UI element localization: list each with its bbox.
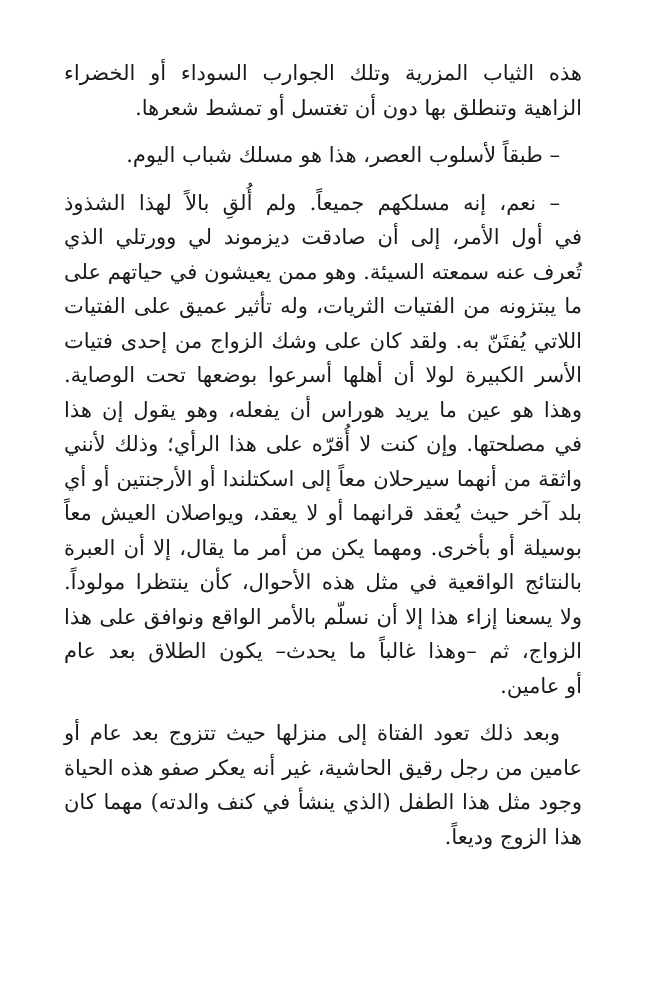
text-line: – نعم، إنه مسلكهم جميعاً. ولم أُلقِ بالاً لهذا الشذوذ bbox=[64, 190, 560, 215]
text-line: ما يبتزونه من الفتيات الثريات، وله تأثير عميق على الفتيات bbox=[64, 294, 582, 318]
text-line: الأسر الكبيرة لولا أن أهلها أسرعوا بوضعها تحت الوصاية. bbox=[64, 363, 582, 387]
text-line: واثقة من أنهما سيرحلان معاً إلى اسكتلندا أو الأرجنتين أو أي bbox=[64, 466, 582, 491]
text-line: وجود مثل هذا الطفل (الذي ينشأ في كنف والدته) مهما كان bbox=[64, 790, 582, 814]
paragraph-1 bbox=[64, 56, 582, 125]
text-line: الزاهية وتنطلق بها دون أن تغتسل أو تمشط شعرها. bbox=[135, 95, 582, 120]
text-line: بوسيلة أو بأخرى. ومهما يكن من أمر ما يقال، إلا أن العبرة bbox=[64, 535, 582, 560]
text-line: ولا يسعنا إزاء هذا إلا أن نسلّم بالأمر الواقع ونوافق على هذا bbox=[64, 604, 582, 629]
book-page bbox=[64, 56, 582, 854]
text-line: وهذا هو عين ما يريد هوراس أن يفعله، وهو يقول إن هذا bbox=[64, 397, 582, 422]
text-line: في مصلحتها. وإن كنت لا أُقرّه على هذا الرأي؛ وذلك لأنني bbox=[64, 432, 582, 456]
paragraph-2 bbox=[64, 138, 582, 173]
text-line: تُعرف عنه سمعته السيئة. وهو ممن يعيشون في حياتهم على bbox=[64, 259, 582, 284]
text-line: الزواج، ثم –وهذا غالباً ما يحدث– يكون الطلاق بعد عام bbox=[64, 639, 582, 663]
text-line: هذه الثياب المزرية وتلك الجوارب السوداء أو الخضراء bbox=[64, 61, 582, 85]
paragraph-4 bbox=[64, 716, 582, 854]
text-line: اللاتي يُفتَنّ به. ولقد كان على وشك الزواج من إحدى فتيات bbox=[64, 328, 582, 353]
text-line: في أول الأمر، إلى أن صادقت ديزموند لي وورتلي الذي bbox=[64, 225, 582, 249]
text-line: بالنتائج الواقعية في مثل هذه الأحوال، كأن ينتظرا مولوداً. bbox=[64, 570, 582, 594]
text-line: هذا الزوج وديعاً. bbox=[444, 824, 582, 849]
text-line: بلد آخر حيث يُعقد قرانهما أو لا يعقد، ويواصلان العيش معاً bbox=[64, 501, 582, 525]
text-line: عامين من رجل رقيق الحاشية، غير أنه يعكر صفو هذه الحياة bbox=[64, 755, 582, 780]
text-line: أو عامين. bbox=[500, 673, 582, 698]
text-line: – طبقاً لأسلوب العصر، هذا هو مسلك شباب اليوم. bbox=[126, 143, 560, 167]
text-line: وبعد ذلك تعود الفتاة إلى منزلها حيث تتزوج بعد عام أو bbox=[64, 721, 560, 745]
paragraph-3 bbox=[64, 186, 582, 704]
